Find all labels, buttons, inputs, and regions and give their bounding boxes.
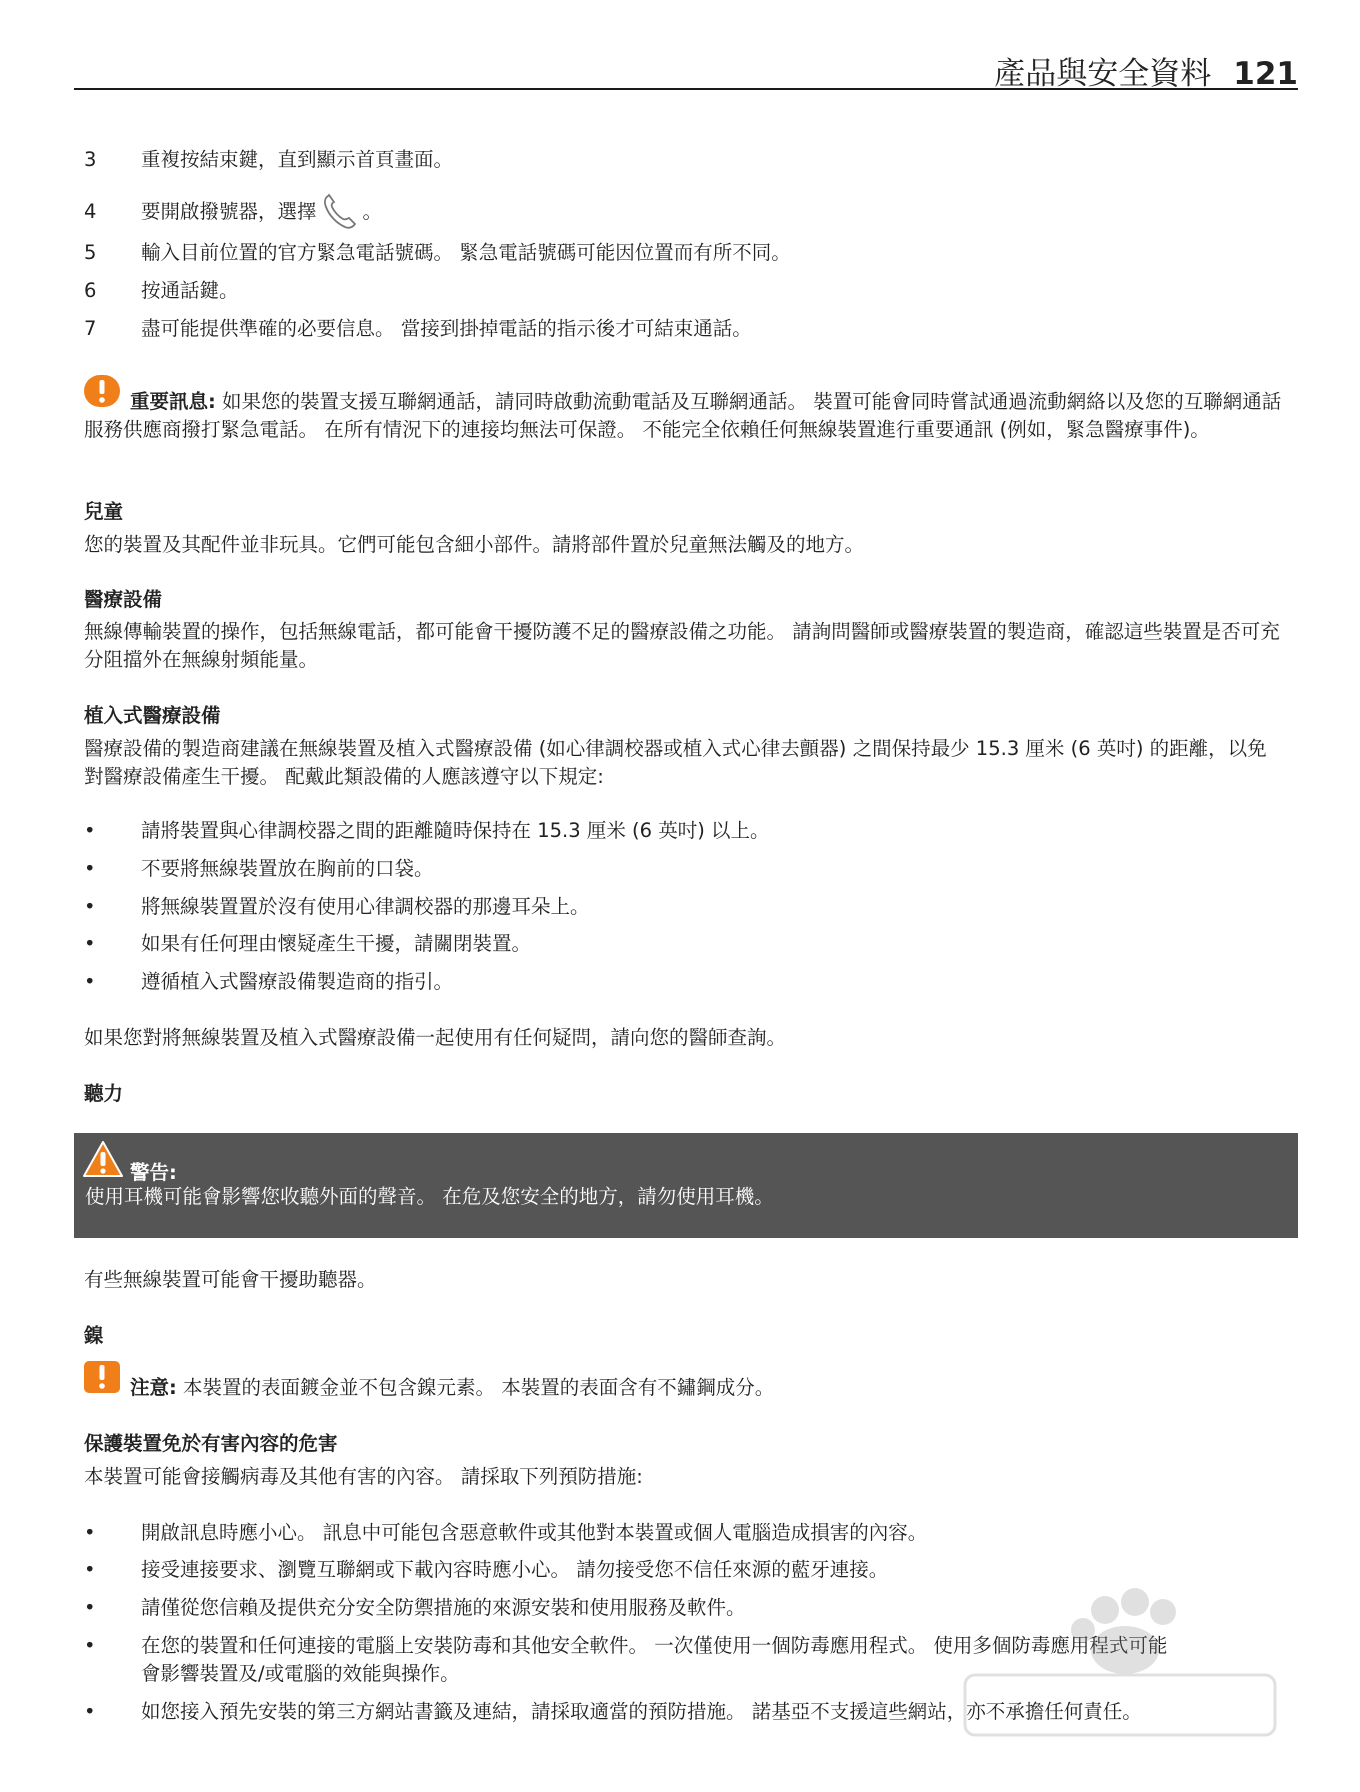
section-heading-hearing: 聽力: [84, 1082, 124, 1105]
protect-text: 本裝置可能會接觸病毒及其他有害的內容。 請採取下列預防措施:: [84, 1465, 643, 1488]
important-label: 重要訊息:: [130, 390, 216, 413]
bullet-dot: •: [84, 932, 96, 955]
step-number: 4: [84, 200, 97, 223]
implanted-text: 醫療設備的製造商建議在無線裝置及植入式醫療設備 (如心律調校器或植入式心律去顫器) 之間保持最少 15.3 厘米 (6 英吋) 的距離，以免對醫療設備產生干擾。 配戴此類設備的人應該遵守以下規定:: [84, 737, 1267, 788]
step-text: 盡可能提供準確的必要信息。 當接到掛掉電話的指示後才可結束通話。: [141, 317, 752, 340]
bullet-text: 會影響裝置及/或電腦的效能與操作。: [141, 1662, 460, 1685]
step-text: 要開啟撥號器，選擇: [141, 200, 317, 223]
hearing-text: 有些無線裝置可能會干擾助聽器。: [84, 1268, 377, 1291]
important-note: [84, 388, 1284, 444]
bullet-text: 如您接入預先安裝的第三方網站書籤及連結，請採取適當的預防措施。 諾基亞不支援這些網站，亦不承擔任何責任。: [141, 1700, 1142, 1723]
step-text-suffix: 。: [362, 200, 383, 223]
bullet-text: 遵循植入式醫療設備製造商的指引。: [141, 970, 454, 993]
step-number: 5: [84, 241, 97, 264]
bullet-text: 接受連接要求、瀏覽互聯網或下載內容時應小心。 請勿接受您不信任來源的藍牙連接。: [141, 1558, 889, 1581]
page-title: [994, 48, 1298, 93]
bullet-text: 將無線裝置置於沒有使用心律調校器的那邊耳朵上。: [141, 895, 590, 918]
step-number: 3: [84, 148, 97, 171]
step-number: 7: [84, 317, 97, 340]
section-heading-implanted: 植入式醫療設備: [84, 704, 221, 727]
bullet-text: 如果有任何理由懷疑產生干擾，請關閉裝置。: [141, 932, 532, 955]
step-number: 6: [84, 279, 97, 302]
warning-icon: [82, 1140, 124, 1178]
section-heading-protect: 保護裝置免於有害內容的危害: [84, 1432, 338, 1455]
step-text: 重複按結束鍵，直到顯示首頁畫面。: [141, 148, 454, 171]
bullet-dot: •: [84, 970, 96, 993]
page-number: 121: [1233, 56, 1298, 92]
bullet-dot: •: [84, 819, 96, 842]
section-heading-nickel: 鎳: [84, 1324, 104, 1347]
implanted-footer: 如果您對將無線裝置及植入式醫療設備一起使用有任何疑問，請向您的醫師查詢。: [84, 1026, 787, 1049]
bullet-dot: •: [84, 1634, 96, 1657]
page-header: [74, 46, 1298, 90]
bullet-text: 請僅從您信賴及提供充分安全防禦措施的來源安裝和使用服務及軟件。: [141, 1596, 746, 1619]
note-label: 注意:: [130, 1376, 177, 1399]
phone-icon: [319, 192, 359, 232]
caution-icon: [83, 1360, 121, 1394]
important-text: 如果您的裝置支援互聯網通話，請同時啟動流動電話及互聯網通話。 裝置可能會同時嘗試通過流動網絡以及您的互聯網通話服務供應商撥打緊急電話。 在所有情況下的連接均無法可保證。 不能完全依賴任何無線裝置進行重要通訊 (例如，緊急醫療事件)。: [84, 390, 1282, 441]
step-text: 輸入目前位置的官方緊急電話號碼。 緊急電話號碼可能因位置而有所不同。: [141, 241, 791, 264]
bullet-dot: •: [84, 1521, 96, 1544]
step-text-wrap: [141, 198, 382, 226]
warning-label: 警告:: [130, 1161, 177, 1184]
bullet-dot: •: [84, 1700, 96, 1723]
bullet-dot: •: [84, 857, 96, 880]
bullet-dot: •: [84, 895, 96, 918]
section-heading-medical: 醫療設備: [84, 588, 163, 611]
note-text: 本裝置的表面鍍金並不包含鎳元素。 本裝置的表面含有不鏽鋼成分。: [176, 1376, 775, 1399]
children-text: 您的裝置及其配件並非玩具。它們可能包含細小部件。請將部件置於兒童無法觸及的地方。: [84, 533, 865, 556]
bullet-dot: •: [84, 1596, 96, 1619]
medical-text: 無線傳輸裝置的操作，包括無線電話，都可能會干擾防護不足的醫療設備之功能。 請詢問醫師或醫療裝置的製造商，確認這些裝置是否可充分阻擋外在無線射頻能量。: [84, 620, 1280, 671]
header-title: 產品與安全資料: [994, 56, 1212, 92]
warning-text: 使用耳機可能會影響您收聽外面的聲音。 在危及您安全的地方，請勿使用耳機。: [85, 1185, 774, 1208]
nickel-note: [130, 1374, 1340, 1402]
step-text: 按通話鍵。: [141, 279, 239, 302]
warning-box: [74, 1133, 1298, 1238]
section-heading-children: 兒童: [84, 500, 124, 523]
bullet-text: 開啟訊息時應小心。 訊息中可能包含惡意軟件或其他對本裝置或個人電腦造成損害的內容。: [141, 1521, 928, 1544]
bullet-text: 不要將無線裝置放在胸前的口袋。: [141, 857, 434, 880]
bullet-text: 在您的裝置和任何連接的電腦上安裝防毒和其他安全軟件。 一次僅使用一個防毒應用程式。 使用多個防毒應用程式可能: [141, 1634, 1168, 1657]
watermark-paw-icon: [955, 1580, 1285, 1750]
bullet-dot: •: [84, 1558, 96, 1581]
bullet-text: 請將裝置與心律調校器之間的距離隨時保持在 15.3 厘米 (6 英吋) 以上。: [141, 819, 770, 842]
